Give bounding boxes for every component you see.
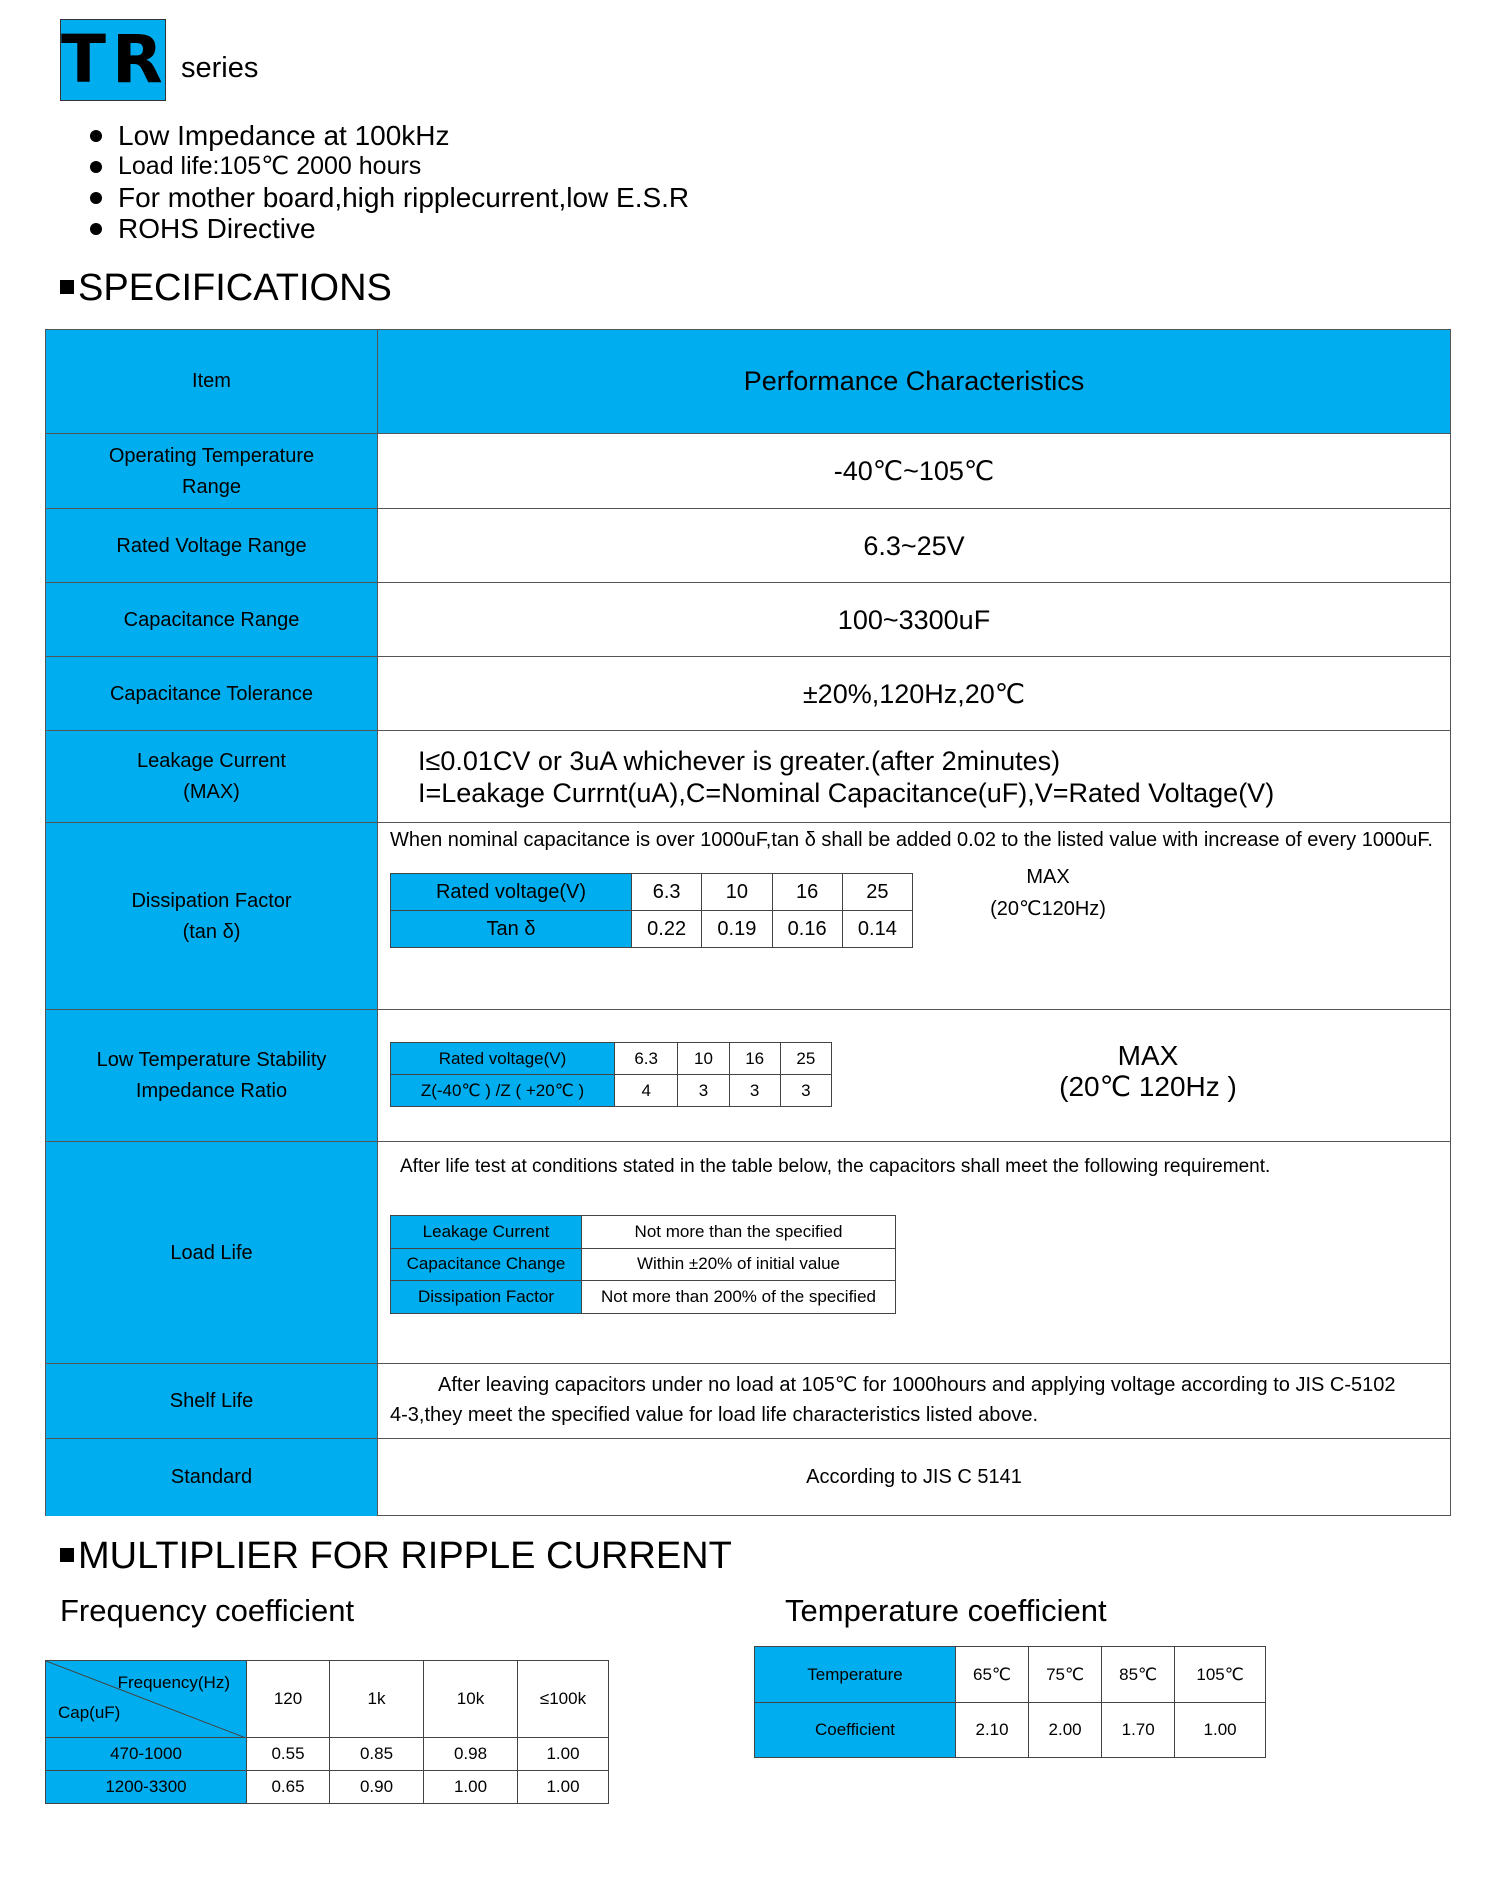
load-life-item: Capacitance Change: [391, 1248, 582, 1281]
temperature-cell: 85℃: [1102, 1647, 1175, 1703]
specifications-table: [45, 329, 1451, 1516]
load-life-requirement: Not more than the specified: [582, 1216, 896, 1249]
square-bullet-icon: [60, 1548, 74, 1562]
label-text: Shelf Life: [169, 1390, 254, 1412]
cap-axis-label: Cap(uF): [58, 1703, 121, 1722]
item-header: [46, 330, 378, 433]
frequency-cap-corner: [46, 1661, 247, 1738]
cap-range-cell: 470-1000: [46, 1738, 247, 1771]
performance-header: [378, 330, 1450, 433]
leakage-definition-line: I=Leakage Currnt(uA),C=Nominal Capacitance(uF),V=Rated Voltage(V): [418, 778, 1275, 808]
value-text: 100~3300uF: [837, 604, 991, 635]
frequency-column-header: ≤100k: [518, 1661, 609, 1738]
value-text: -40℃~105℃: [833, 456, 995, 486]
feature-item: Low Impedance at 100kHz: [90, 120, 689, 151]
ratio-cell: 3: [678, 1075, 729, 1107]
ripple-heading: [60, 1535, 732, 1578]
voltage-cell: 6.3: [615, 1043, 678, 1075]
specifications-title: SPECIFICATIONS: [78, 267, 392, 309]
low-temperature-value: [378, 1010, 1450, 1142]
label-line: (tan δ): [182, 920, 241, 943]
spec-row-load-life: [46, 1141, 1450, 1364]
temperature-cell: 75℃: [1029, 1647, 1102, 1703]
spec-row-leakage-current: [46, 730, 1450, 823]
operating-temperature-value: [378, 434, 1450, 509]
rated-voltage-value: [378, 509, 1450, 583]
spec-header-row: [46, 330, 1450, 433]
dissipation-factor-label: [46, 823, 378, 1010]
label-line: Operating Temperature: [108, 444, 315, 467]
shelf-life-line: After leaving capacitors under no load at 105℃ for 1000hours and applying voltage according to JIS C-5102: [438, 1374, 1396, 1396]
leakage-current-label: [46, 731, 378, 823]
load-life-item: Dissipation Factor: [391, 1281, 582, 1314]
operating-temperature-label: [46, 434, 378, 509]
coefficient-cell: 0.98: [424, 1738, 518, 1771]
frequency-axis-label: Frequency(Hz): [117, 1673, 230, 1692]
coefficient-cell: 1.00: [518, 1738, 609, 1771]
cap-range-cell: 1200-3300: [46, 1771, 247, 1804]
leakage-formula-line: I≤0.01CV or 3uA whichever is greater.(after 2minutes): [418, 746, 1061, 776]
label-text: Capacitance Tolerance: [109, 682, 314, 705]
spec-row-standard: [46, 1438, 1450, 1516]
load-life-item: Leakage Current: [391, 1216, 582, 1249]
coefficient-cell: 0.85: [330, 1738, 424, 1771]
shelf-life-value: [378, 1364, 1450, 1439]
square-bullet-icon: [60, 280, 74, 294]
voltage-cell: 16: [729, 1043, 780, 1075]
frequency-column-header: 120: [247, 1661, 330, 1738]
tan-delta-cell: 0.22: [632, 911, 702, 948]
value-text: 6.3~25V: [863, 530, 965, 561]
coefficient-cell: 1.00: [518, 1771, 609, 1804]
impedance-ratio-table: [390, 1042, 832, 1107]
performance-header-text: Performance Characteristics: [743, 366, 1085, 396]
spec-row-dissipation-factor: [46, 822, 1450, 1010]
tan-delta-header: Tan δ: [391, 911, 632, 948]
spec-row-operating-temperature: [46, 433, 1450, 509]
coefficient-cell: 0.65: [247, 1771, 330, 1804]
load-life-table: [390, 1215, 896, 1314]
standard-label: [46, 1439, 378, 1516]
feature-item: For mother board,high ripplecurrent,low E.S.R: [90, 182, 689, 213]
feature-item: ROHS Directive: [90, 213, 689, 244]
label-line: Leakage Current: [137, 750, 286, 772]
shelf-life-label: [46, 1364, 378, 1439]
voltage-cell: 25: [780, 1043, 831, 1075]
ratio-cell: 3: [729, 1075, 780, 1107]
max-condition: (20℃120Hz): [990, 898, 1106, 920]
feature-item: Load life:105℃ 2000 hours: [90, 151, 689, 182]
frequency-coefficient-table: [45, 1660, 609, 1804]
load-life-value: [378, 1142, 1450, 1364]
coefficient-cell: 0.90: [330, 1771, 424, 1804]
item-header-text: Item: [192, 370, 231, 392]
voltage-cell: 10: [678, 1043, 729, 1075]
coefficient-header: Coefficient: [755, 1703, 956, 1758]
capacitance-tolerance-value: [378, 657, 1450, 731]
label-line: Low Temperature Stability: [96, 1049, 327, 1071]
voltage-cell: 25: [842, 874, 912, 911]
label-text: Capacitance Range: [123, 608, 300, 631]
label-text: Rated Voltage Range: [116, 534, 307, 557]
capacitance-range-label: [46, 583, 378, 657]
rated-voltage-label: [46, 509, 378, 583]
label-line: Impedance Ratio: [135, 1080, 288, 1102]
coefficient-cell: 2.10: [956, 1703, 1029, 1758]
voltage-cell: 16: [772, 874, 842, 911]
coefficient-cell: 1.70: [1102, 1703, 1175, 1758]
impedance-ratio-header: Z(-40℃ ) /Z ( +20℃ ): [391, 1075, 615, 1107]
rated-voltage-header: Rated voltage(V): [391, 1043, 615, 1075]
ripple-title: MULTIPLIER FOR RIPPLE CURRENT: [78, 1535, 732, 1577]
spec-row-low-temperature: [46, 1009, 1450, 1142]
frequency-column-header: 10k: [424, 1661, 518, 1738]
temperature-header: Temperature: [755, 1647, 956, 1703]
dissipation-factor-value: [378, 823, 1450, 1010]
value-text: ±20%,120Hz,20℃: [802, 678, 1026, 709]
label-line: Dissipation Factor: [131, 889, 292, 912]
capacitance-tolerance-label: [46, 657, 378, 731]
label-text: Standard: [170, 1466, 253, 1488]
load-life-label: [46, 1142, 378, 1364]
leakage-current-value: [378, 731, 1450, 823]
voltage-cell: 6.3: [632, 874, 702, 911]
spec-row-shelf-life: [46, 1363, 1450, 1439]
temperature-cell: 105℃: [1175, 1647, 1266, 1703]
label-text: Load Life: [170, 1241, 253, 1264]
dissipation-max-note: [968, 861, 1128, 925]
temperature-cell: 65℃: [956, 1647, 1029, 1703]
coefficient-cell: 1.00: [424, 1771, 518, 1804]
series-logo: TR: [60, 19, 166, 101]
coefficient-cell: 1.00: [1175, 1703, 1266, 1758]
spec-row-rated-voltage: [46, 508, 1450, 583]
max-label: MAX: [1117, 1040, 1179, 1071]
temperature-coefficient-title: Temperature coefficient: [785, 1593, 1107, 1628]
coefficient-cell: 2.00: [1029, 1703, 1102, 1758]
label-line: Range: [182, 475, 241, 498]
dissipation-note: When nominal capacitance is over 1000uF,tan δ shall be added 0.02 to the listed value with increase of every 1000uF.: [390, 829, 1433, 851]
label-line: (MAX): [183, 781, 240, 803]
shelf-life-line: 4-3,they meet the specified value for load life characteristics listed above.: [390, 1404, 1039, 1426]
tan-delta-cell: 0.16: [772, 911, 842, 948]
rated-voltage-header: Rated voltage(V): [391, 874, 632, 911]
voltage-cell: 10: [702, 874, 772, 911]
load-life-requirement: Within ±20% of initial value: [582, 1248, 896, 1281]
tan-delta-cell: 0.14: [842, 911, 912, 948]
value-text: According to JIS C 5141: [806, 1466, 1022, 1488]
load-life-requirement: Not more than 200% of the specified: [582, 1281, 896, 1314]
low-temperature-max-note: [1028, 1040, 1268, 1102]
load-life-note: After life test at conditions stated in the table below, the capacitors shall meet the following requirement.: [400, 1156, 1271, 1177]
specifications-heading: [60, 267, 392, 310]
tan-delta-cell: 0.19: [702, 911, 772, 948]
frequency-coefficient-title: Frequency coefficient: [60, 1593, 355, 1628]
temperature-coefficient-table: [754, 1646, 1266, 1758]
coefficient-cell: 0.55: [247, 1738, 330, 1771]
frequency-column-header: 1k: [330, 1661, 424, 1738]
ratio-cell: 3: [780, 1075, 831, 1107]
max-label: MAX: [1026, 866, 1070, 888]
tan-delta-table: [390, 873, 913, 948]
ratio-cell: 4: [615, 1075, 678, 1107]
capacitance-range-value: [378, 583, 1450, 657]
spec-row-capacitance-tolerance: [46, 656, 1450, 731]
series-label: series: [181, 52, 259, 84]
standard-value: [378, 1439, 1450, 1516]
feature-list: [90, 120, 689, 244]
max-condition: (20℃ 120Hz ): [1059, 1071, 1237, 1102]
low-temperature-label: [46, 1010, 378, 1142]
spec-row-capacitance-range: [46, 582, 1450, 657]
